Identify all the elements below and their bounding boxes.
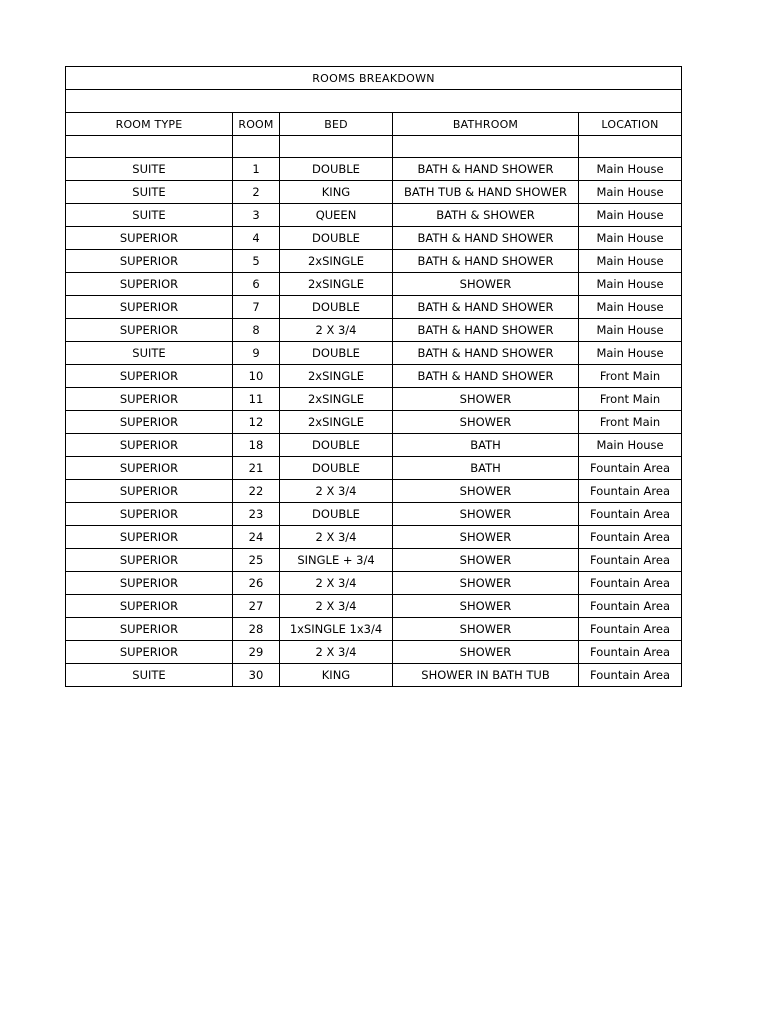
location-cell: Main House bbox=[579, 227, 682, 250]
table-row bbox=[66, 296, 682, 319]
bed-cell: 2 X 3/4 bbox=[280, 572, 393, 595]
bathroom-cell: BATH TUB & HAND SHOWER bbox=[393, 181, 579, 204]
room-cell: 9 bbox=[233, 342, 280, 365]
bathroom-cell: BATH & HAND SHOWER bbox=[393, 250, 579, 273]
table-row bbox=[66, 595, 682, 618]
location-cell: Fountain Area bbox=[579, 641, 682, 664]
bathroom-cell: SHOWER bbox=[393, 641, 579, 664]
table-row bbox=[66, 342, 682, 365]
room-type-cell: SUITE bbox=[66, 204, 233, 227]
room-type-cell: SUPERIOR bbox=[66, 273, 233, 296]
bathroom-cell: SHOWER bbox=[393, 595, 579, 618]
bathroom-cell: SHOWER bbox=[393, 572, 579, 595]
room-cell: 3 bbox=[233, 204, 280, 227]
room-type-cell: SUPERIOR bbox=[66, 227, 233, 250]
bathroom-cell: BATH & HAND SHOWER bbox=[393, 227, 579, 250]
room-cell: 18 bbox=[233, 434, 280, 457]
spacer-row bbox=[66, 90, 682, 113]
bed-cell: 2 X 3/4 bbox=[280, 641, 393, 664]
table-body bbox=[66, 67, 682, 687]
room-cell: 11 bbox=[233, 388, 280, 411]
bed-cell: 2xSINGLE bbox=[280, 273, 393, 296]
location-cell: Front Main bbox=[579, 388, 682, 411]
location-cell: Fountain Area bbox=[579, 503, 682, 526]
table-row bbox=[66, 664, 682, 687]
table-row bbox=[66, 434, 682, 457]
bathroom-cell: SHOWER bbox=[393, 618, 579, 641]
table-row bbox=[66, 181, 682, 204]
bed-cell: 2 X 3/4 bbox=[280, 595, 393, 618]
table-row bbox=[66, 641, 682, 664]
table-row bbox=[66, 480, 682, 503]
gap-row bbox=[66, 136, 682, 158]
room-type-cell: SUPERIOR bbox=[66, 411, 233, 434]
location-cell: Main House bbox=[579, 319, 682, 342]
spacer-cell bbox=[66, 90, 682, 113]
header-row bbox=[66, 113, 682, 136]
room-type-cell: SUPERIOR bbox=[66, 595, 233, 618]
room-cell: 23 bbox=[233, 503, 280, 526]
bed-cell: DOUBLE bbox=[280, 296, 393, 319]
header-location: LOCATION bbox=[579, 113, 682, 136]
header-room-type: ROOM TYPE bbox=[66, 113, 233, 136]
room-type-cell: SUPERIOR bbox=[66, 641, 233, 664]
table-row bbox=[66, 273, 682, 296]
location-cell: Fountain Area bbox=[579, 572, 682, 595]
room-type-cell: SUITE bbox=[66, 342, 233, 365]
bathroom-cell: BATH & HAND SHOWER bbox=[393, 296, 579, 319]
room-cell: 6 bbox=[233, 273, 280, 296]
bed-cell: DOUBLE bbox=[280, 342, 393, 365]
room-cell: 12 bbox=[233, 411, 280, 434]
bed-cell: KING bbox=[280, 664, 393, 687]
table-title: ROOMS BREAKDOWN bbox=[66, 67, 682, 90]
location-cell: Front Main bbox=[579, 365, 682, 388]
room-type-cell: SUPERIOR bbox=[66, 480, 233, 503]
bed-cell: 2xSINGLE bbox=[280, 388, 393, 411]
table-row bbox=[66, 250, 682, 273]
room-cell: 21 bbox=[233, 457, 280, 480]
location-cell: Fountain Area bbox=[579, 549, 682, 572]
gap-cell bbox=[393, 136, 579, 158]
gap-cell bbox=[66, 136, 233, 158]
bathroom-cell: BATH & SHOWER bbox=[393, 204, 579, 227]
location-cell: Fountain Area bbox=[579, 595, 682, 618]
room-cell: 5 bbox=[233, 250, 280, 273]
bathroom-cell: SHOWER bbox=[393, 388, 579, 411]
header-bed: BED bbox=[280, 113, 393, 136]
bed-cell: DOUBLE bbox=[280, 434, 393, 457]
room-cell: 7 bbox=[233, 296, 280, 319]
room-cell: 1 bbox=[233, 158, 280, 181]
bed-cell: 2xSINGLE bbox=[280, 365, 393, 388]
bathroom-cell: BATH & HAND SHOWER bbox=[393, 365, 579, 388]
table-row bbox=[66, 526, 682, 549]
room-type-cell: SUITE bbox=[66, 158, 233, 181]
bed-cell: 2xSINGLE bbox=[280, 250, 393, 273]
table-row bbox=[66, 227, 682, 250]
table-row bbox=[66, 411, 682, 434]
room-cell: 29 bbox=[233, 641, 280, 664]
bathroom-cell: BATH bbox=[393, 434, 579, 457]
table-row bbox=[66, 618, 682, 641]
room-type-cell: SUPERIOR bbox=[66, 365, 233, 388]
title-row bbox=[66, 67, 682, 90]
room-type-cell: SUPERIOR bbox=[66, 549, 233, 572]
bed-cell: SINGLE + 3/4 bbox=[280, 549, 393, 572]
bed-cell: 1xSINGLE 1x3/4 bbox=[280, 618, 393, 641]
table-row bbox=[66, 388, 682, 411]
room-cell: 28 bbox=[233, 618, 280, 641]
gap-cell bbox=[579, 136, 682, 158]
location-cell: Main House bbox=[579, 342, 682, 365]
location-cell: Fountain Area bbox=[579, 480, 682, 503]
table-row bbox=[66, 549, 682, 572]
bathroom-cell: SHOWER bbox=[393, 273, 579, 296]
bathroom-cell: SHOWER bbox=[393, 411, 579, 434]
location-cell: Front Main bbox=[579, 411, 682, 434]
bed-cell: QUEEN bbox=[280, 204, 393, 227]
bed-cell: DOUBLE bbox=[280, 158, 393, 181]
location-cell: Main House bbox=[579, 434, 682, 457]
bathroom-cell: SHOWER bbox=[393, 526, 579, 549]
table-row bbox=[66, 572, 682, 595]
location-cell: Main House bbox=[579, 204, 682, 227]
bed-cell: KING bbox=[280, 181, 393, 204]
bathroom-cell: BATH & HAND SHOWER bbox=[393, 158, 579, 181]
room-type-cell: SUPERIOR bbox=[66, 526, 233, 549]
room-type-cell: SUPERIOR bbox=[66, 618, 233, 641]
room-type-cell: SUPERIOR bbox=[66, 503, 233, 526]
bed-cell: DOUBLE bbox=[280, 227, 393, 250]
bathroom-cell: BATH & HAND SHOWER bbox=[393, 342, 579, 365]
bed-cell: DOUBLE bbox=[280, 503, 393, 526]
bathroom-cell: SHOWER IN BATH TUB bbox=[393, 664, 579, 687]
location-cell: Fountain Area bbox=[579, 618, 682, 641]
bathroom-cell: BATH & HAND SHOWER bbox=[393, 319, 579, 342]
room-cell: 2 bbox=[233, 181, 280, 204]
location-cell: Main House bbox=[579, 181, 682, 204]
room-cell: 24 bbox=[233, 526, 280, 549]
table-row bbox=[66, 319, 682, 342]
rooms-breakdown-table bbox=[65, 66, 682, 687]
header-room: ROOM bbox=[233, 113, 280, 136]
bathroom-cell: BATH bbox=[393, 457, 579, 480]
bathroom-cell: SHOWER bbox=[393, 480, 579, 503]
table-row bbox=[66, 365, 682, 388]
table-row bbox=[66, 503, 682, 526]
room-cell: 4 bbox=[233, 227, 280, 250]
room-type-cell: SUPERIOR bbox=[66, 434, 233, 457]
room-cell: 10 bbox=[233, 365, 280, 388]
location-cell: Fountain Area bbox=[579, 457, 682, 480]
gap-cell bbox=[280, 136, 393, 158]
bathroom-cell: SHOWER bbox=[393, 503, 579, 526]
room-cell: 25 bbox=[233, 549, 280, 572]
room-cell: 22 bbox=[233, 480, 280, 503]
room-cell: 8 bbox=[233, 319, 280, 342]
room-type-cell: SUPERIOR bbox=[66, 319, 233, 342]
bathroom-cell: SHOWER bbox=[393, 549, 579, 572]
bed-cell: 2xSINGLE bbox=[280, 411, 393, 434]
room-type-cell: SUPERIOR bbox=[66, 457, 233, 480]
gap-cell bbox=[233, 136, 280, 158]
bed-cell: 2 X 3/4 bbox=[280, 319, 393, 342]
room-type-cell: SUPERIOR bbox=[66, 296, 233, 319]
table-row bbox=[66, 158, 682, 181]
room-type-cell: SUITE bbox=[66, 181, 233, 204]
room-type-cell: SUITE bbox=[66, 664, 233, 687]
location-cell: Main House bbox=[579, 250, 682, 273]
room-cell: 26 bbox=[233, 572, 280, 595]
location-cell: Fountain Area bbox=[579, 664, 682, 687]
table-row bbox=[66, 457, 682, 480]
room-type-cell: SUPERIOR bbox=[66, 388, 233, 411]
location-cell: Main House bbox=[579, 296, 682, 319]
location-cell: Main House bbox=[579, 158, 682, 181]
bed-cell: DOUBLE bbox=[280, 457, 393, 480]
table-row bbox=[66, 204, 682, 227]
bed-cell: 2 X 3/4 bbox=[280, 526, 393, 549]
room-cell: 30 bbox=[233, 664, 280, 687]
location-cell: Fountain Area bbox=[579, 526, 682, 549]
room-cell: 27 bbox=[233, 595, 280, 618]
bed-cell: 2 X 3/4 bbox=[280, 480, 393, 503]
room-type-cell: SUPERIOR bbox=[66, 250, 233, 273]
location-cell: Main House bbox=[579, 273, 682, 296]
room-type-cell: SUPERIOR bbox=[66, 572, 233, 595]
header-bathroom: BATHROOM bbox=[393, 113, 579, 136]
